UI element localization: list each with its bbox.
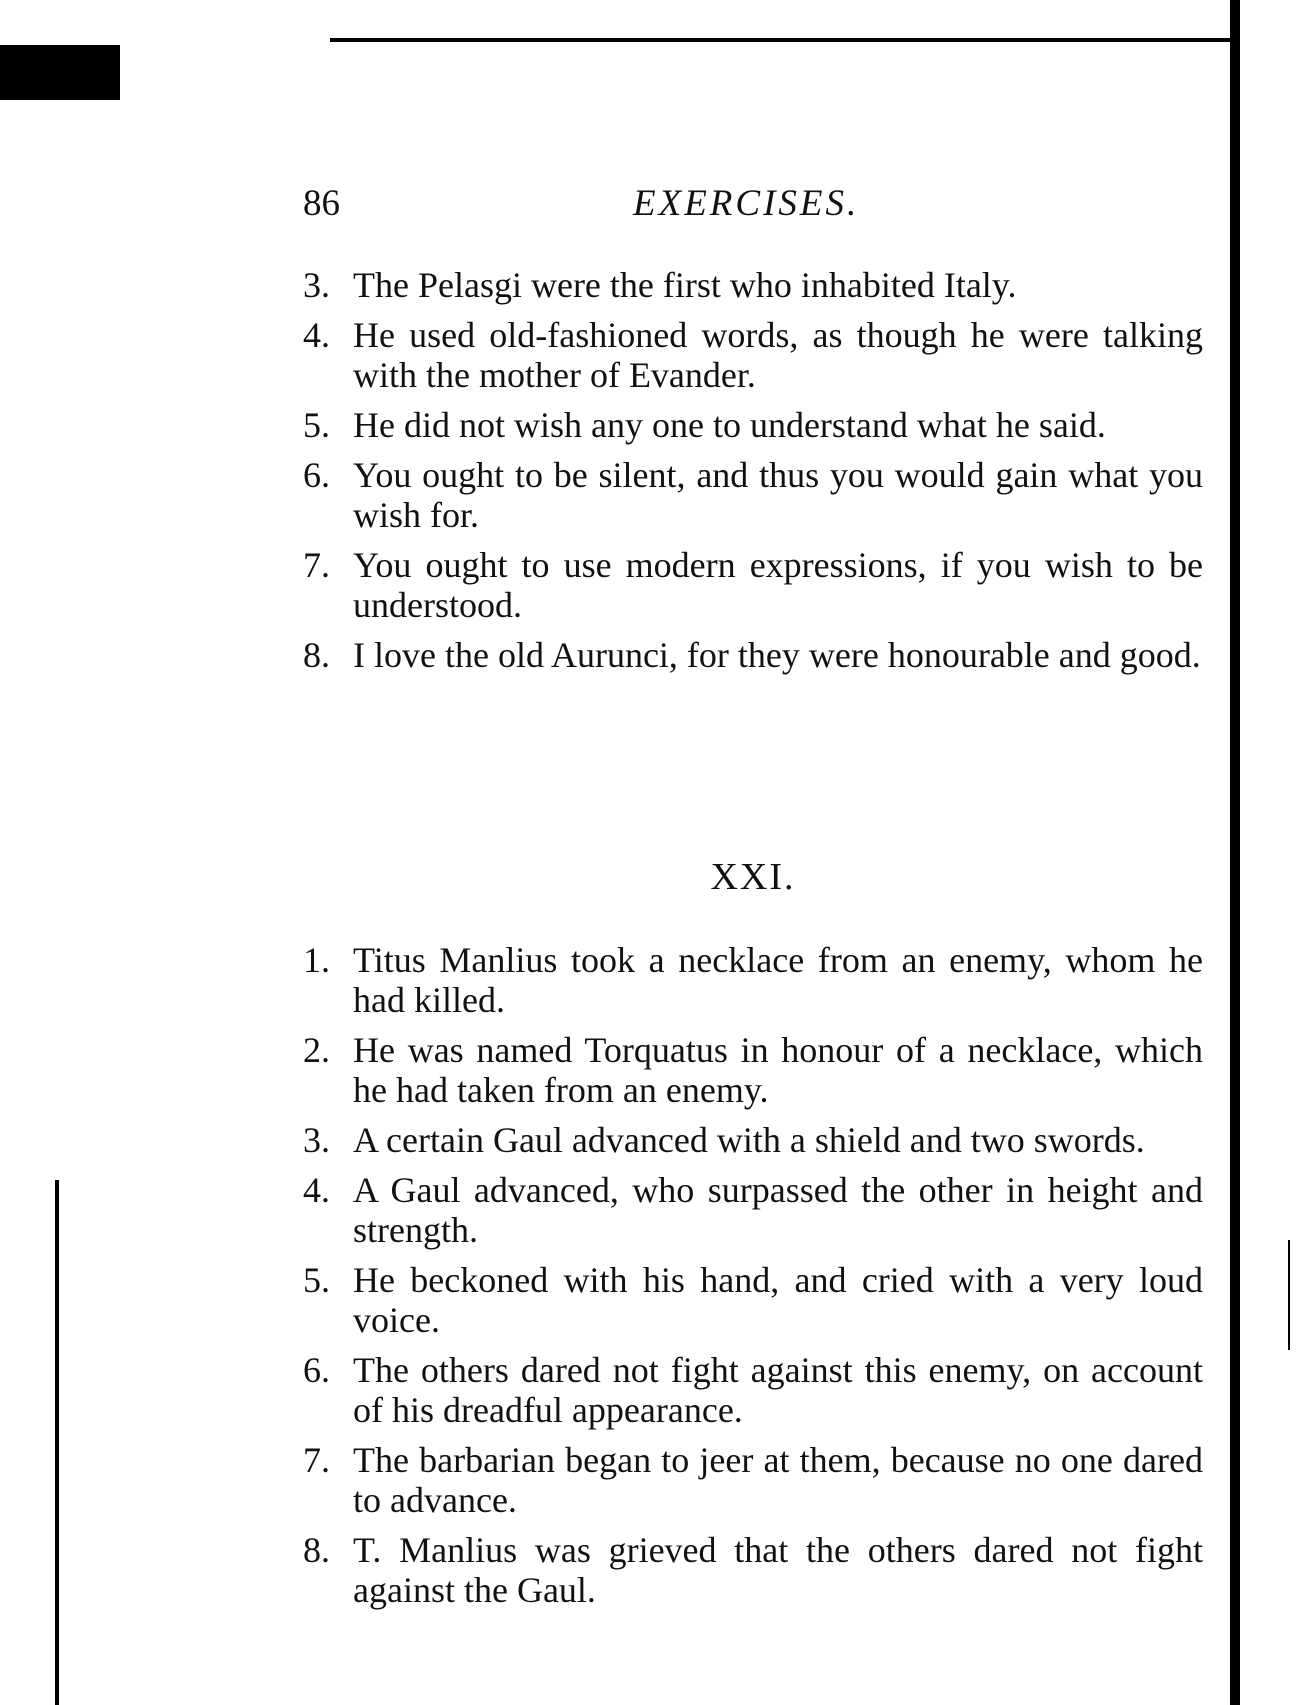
- scan-edge-right: [1230, 0, 1240, 1705]
- running-head: EXERCISES.: [633, 183, 860, 224]
- item-number: 7.: [303, 545, 330, 585]
- item-text: He used old-fashioned words, as though he were talking with the mother of Evander.: [353, 315, 1203, 395]
- scan-edge-left: [55, 1180, 59, 1705]
- item-number: 8.: [303, 1530, 330, 1570]
- list-item: [303, 265, 1203, 305]
- item-number: 6.: [303, 455, 330, 495]
- item-text: Titus Manlius took a necklace from an enemy, whom he had killed.: [353, 940, 1203, 1020]
- list-item: [303, 545, 1203, 625]
- item-number: 3.: [303, 1120, 330, 1160]
- item-text: T. Manlius was grieved that the others dared not fight against the Gaul.: [353, 1530, 1203, 1610]
- item-number: 5.: [303, 405, 330, 445]
- list-item: [303, 315, 1203, 395]
- list-item: [303, 1530, 1203, 1610]
- list-item: [303, 455, 1203, 535]
- section-heading: XXI.: [710, 856, 796, 898]
- item-text: The Pelasgi were the first who inhabited Italy.: [353, 265, 1017, 305]
- item-number: 1.: [303, 940, 330, 980]
- list-item: [303, 1030, 1203, 1110]
- item-text: He did not wish any one to understand what he said.: [353, 405, 1106, 445]
- item-text: I love the old Aurunci, for they were honourable and good.: [353, 635, 1201, 675]
- list-item: [303, 1350, 1203, 1430]
- item-number: 7.: [303, 1440, 330, 1480]
- item-text: The others dared not fight against this enemy, on account of his dreadful appearance.: [353, 1350, 1203, 1430]
- exercise-list-section: [303, 940, 1203, 1620]
- item-number: 4.: [303, 315, 330, 355]
- page-header: [303, 182, 1203, 232]
- item-text: A certain Gaul advanced with a shield and two swords.: [353, 1120, 1145, 1160]
- scan-edge-right-inner: [1288, 1240, 1290, 1350]
- item-number: 4.: [303, 1170, 330, 1210]
- item-text: He beckoned with his hand, and cried with a very loud voice.: [353, 1260, 1203, 1340]
- list-item: [303, 1260, 1203, 1340]
- item-number: 6.: [303, 1350, 330, 1390]
- item-number: 3.: [303, 265, 330, 305]
- list-item: [303, 1120, 1203, 1160]
- item-text: You ought to be silent, and thus you would gain what you wish for.: [353, 455, 1203, 535]
- list-item: [303, 940, 1203, 1020]
- item-number: 8.: [303, 635, 330, 675]
- item-text: A Gaul advanced, who surpassed the other in height and strength.: [353, 1170, 1203, 1250]
- list-item: [303, 405, 1203, 445]
- page-number: 86: [303, 183, 340, 224]
- item-text: You ought to use modern expressions, if you wish to be understood.: [353, 545, 1203, 625]
- item-number: 2.: [303, 1030, 330, 1070]
- scan-corner-blot: [0, 45, 120, 100]
- list-item: [303, 635, 1203, 675]
- item-number: 5.: [303, 1260, 330, 1300]
- list-item: [303, 1170, 1203, 1250]
- item-text: He was named Torquatus in honour of a necklace, which he had taken from an enemy.: [353, 1030, 1203, 1110]
- scan-edge-top: [330, 38, 1230, 42]
- list-item: [303, 1440, 1203, 1520]
- exercise-list-continued: [303, 265, 1203, 685]
- item-text: The barbarian began to jeer at them, because no one dared to advance.: [353, 1440, 1203, 1520]
